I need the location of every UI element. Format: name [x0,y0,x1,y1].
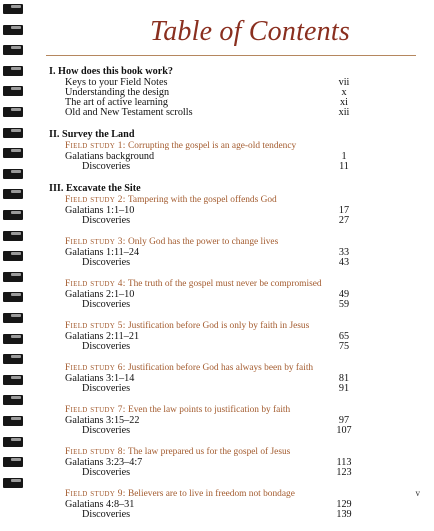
entry-page: 123 [336,467,352,478]
binding-ring [3,437,23,447]
toc-entry[interactable] [49,300,409,310]
entry-label: Old and New Testament scrolls [65,107,193,118]
toc-entry[interactable] [49,162,409,172]
entry-label: Galatians 4:8–31 [65,499,135,510]
entry-label: Galatians background [65,151,155,162]
entry-label: Galatians 1:11–24 [65,247,140,258]
field-study-title[interactable]: Field study 1: Corrupting the gospel is an age-old tendency [65,141,297,151]
section-heading: II. Survey the Land [49,129,135,140]
binding-ring [3,169,23,179]
toc-entry[interactable] [49,342,409,352]
binding-ring [3,25,23,35]
binding-ring [3,45,23,55]
binding-ring [3,189,23,199]
field-study-title[interactable]: Field study 3: Only God has the power to change lives [65,237,279,247]
binding-ring [3,375,23,385]
field-study-title[interactable]: Field study 4: The truth of the gospel must never be compromised [65,279,322,289]
binding-ring [3,334,23,344]
entry-page: 33 [338,247,350,258]
entry-label: Discoveries [82,257,131,268]
section-heading: III. Excavate the Site [49,183,141,194]
entry-page: 91 [338,383,350,394]
binding-ring [3,107,23,117]
entry-page: 27 [338,215,350,226]
field-study [49,447,409,478]
binding-ring [3,86,23,96]
toc-entry[interactable] [49,510,409,520]
toc-entry[interactable] [49,468,409,478]
entry-label: Discoveries [82,509,131,520]
section-how-book-works [49,66,409,118]
binding-ring [3,272,23,282]
section-survey-the-land [49,129,409,172]
entry-page: 139 [336,509,352,520]
entry-page: 17 [338,205,350,216]
entry-label: Galatians 3:23–4:7 [65,457,143,468]
entry-label: Galatians 1:1–10 [65,205,135,216]
toc-entry[interactable] [49,216,409,226]
entry-page: 49 [338,289,350,300]
binding-ring [3,210,23,220]
section-heading: I. How does this book work? [49,66,173,77]
binding-ring [3,354,23,364]
entry-label: Galatians 2:1–10 [65,289,135,300]
entry-label: Understanding the design [65,87,170,98]
field-study [49,195,409,226]
entry-page: 1 [341,151,347,162]
binding-ring [3,66,23,76]
page-number: v [415,488,420,498]
entry-page: x [341,87,347,98]
binding-ring [3,4,23,14]
binding-ring [3,416,23,426]
binding-ring [3,231,23,241]
field-study-title[interactable]: Field study 8: The law prepared us for the gospel of Jesus [65,447,291,457]
entry-page: 43 [338,257,350,268]
entry-label: Galatians 3:15–22 [65,415,140,426]
entry-label: Discoveries [82,425,131,436]
entry-page: 65 [338,331,350,342]
binding-ring [3,128,23,138]
field-study-title[interactable]: Field study 9: Believers are to live in freedom not bondage [65,489,295,499]
entry-page: 11 [339,161,349,172]
table-of-contents [49,66,409,531]
entry-label: Discoveries [82,341,131,352]
page-title: Table of Contents [150,16,350,47]
binding-ring [3,292,23,302]
toc-entry[interactable] [49,108,409,118]
field-study-title[interactable]: Field study 5: Justification before God is only by faith in Jesus [65,321,310,331]
entry-page: xii [338,107,350,118]
entry-page: vii [338,77,350,88]
entry-page: 107 [336,425,352,436]
field-study [49,489,409,520]
binding-ring [3,148,23,158]
entry-page: 59 [338,299,350,310]
entry-label: Discoveries [82,467,131,478]
entry-page: 81 [338,373,350,384]
field-study-title[interactable]: Field study 2: Tampering with the gospel offends God [65,195,277,205]
entry-label: Keys to your Field Notes [65,77,168,88]
binding-ring [3,478,23,488]
entry-label: Discoveries [82,161,131,172]
toc-entry[interactable] [49,384,409,394]
field-study-title[interactable]: Field study 6: Justification before God has always been by faith [65,363,314,373]
binding-ring [3,313,23,323]
field-study [49,279,409,310]
field-study [49,321,409,352]
entry-label: Galatians 3:1–14 [65,373,135,384]
field-study [49,237,409,268]
field-study [49,363,409,394]
entry-page: 113 [336,457,352,468]
entry-label: Discoveries [82,299,131,310]
toc-entry[interactable] [49,258,409,268]
field-study [49,141,409,172]
entry-page: 75 [338,341,350,352]
toc-entry[interactable] [49,426,409,436]
spiral-binding [0,0,26,500]
binding-ring [3,251,23,261]
binding-ring [3,395,23,405]
entry-page: xi [340,97,348,108]
entry-page: 97 [338,415,350,426]
binding-ring [3,457,23,467]
entry-page: 129 [336,499,352,510]
entry-label: Galatians 2:11–21 [65,331,140,342]
title-divider [46,55,416,56]
entry-label: Discoveries [82,383,131,394]
field-study [49,405,409,436]
entry-label: Discoveries [82,215,131,226]
section-excavate-the-site [49,183,409,520]
entry-label: The art of active learning [65,97,168,108]
field-study-title[interactable]: Field study 7: Even the law points to justification by faith [65,405,291,415]
